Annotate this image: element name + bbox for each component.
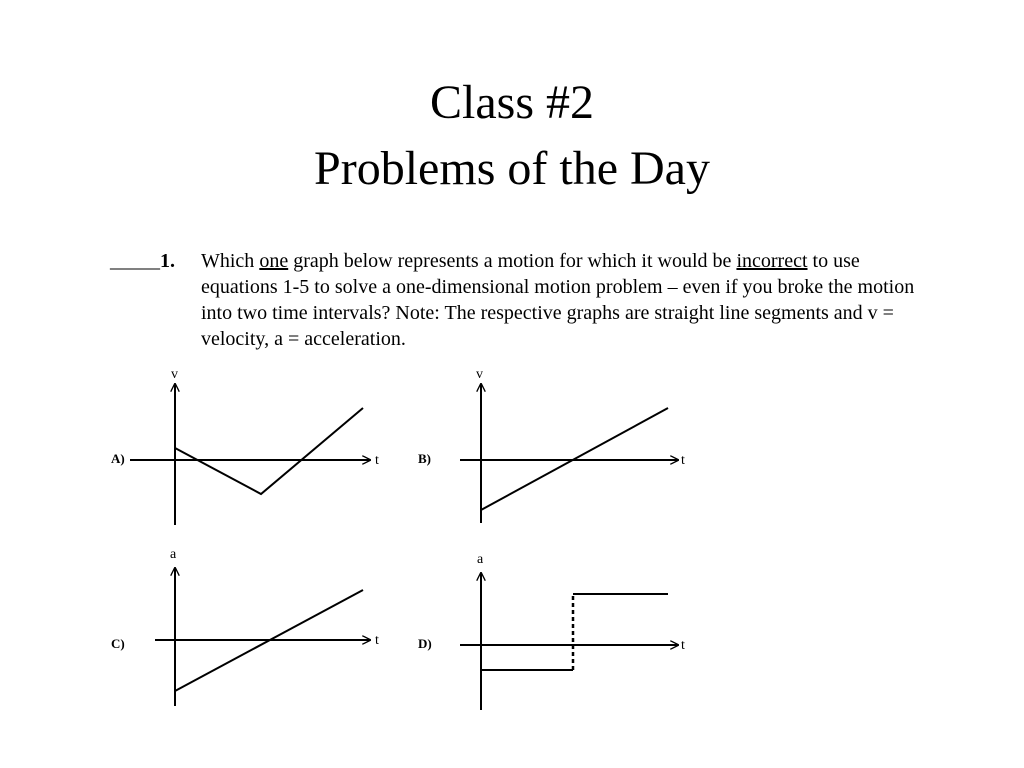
graph-b [418, 367, 685, 523]
question-number-label: 1. [160, 250, 175, 272]
graph-c-label: C) [111, 636, 125, 651]
answer-blank: _____ [110, 250, 160, 272]
graph-b-label: B) [418, 451, 431, 466]
graph-c [111, 547, 379, 706]
graph-a-y-label: v [171, 367, 178, 382]
graph-a-x-label: t [375, 453, 379, 468]
graph-d-x-label: t [681, 638, 685, 653]
title-line-2: Problems of the Day [314, 142, 710, 195]
question-emphasis-incorrect: incorrect [736, 250, 808, 272]
graph-d [418, 552, 685, 710]
question-emphasis-one: one [259, 250, 289, 272]
graph-d-label: D) [418, 636, 432, 651]
graph-d-y-label: a [477, 552, 484, 567]
graph-b-x-label: t [681, 453, 685, 468]
question-text-part: to use equations 1-5 to solve a one-dimensional motion problem – even if you broke the motion into two time intervals? Note: The respective graphs are straight line segments and v = velocity, a = acceleration. [201, 250, 915, 350]
question-text-part: Which [201, 250, 260, 272]
graph-b-y-label: v [476, 367, 483, 382]
graph-c-x-label: t [375, 633, 379, 648]
title-line-1: Class #2 [429, 76, 594, 129]
graph-a [111, 367, 379, 525]
graph-a-label: A) [111, 451, 125, 466]
graph-a-curve [175, 408, 363, 494]
question-text-part: graph below represents a motion for which it would be [288, 250, 737, 272]
graph-c-y-label: a [170, 547, 177, 562]
